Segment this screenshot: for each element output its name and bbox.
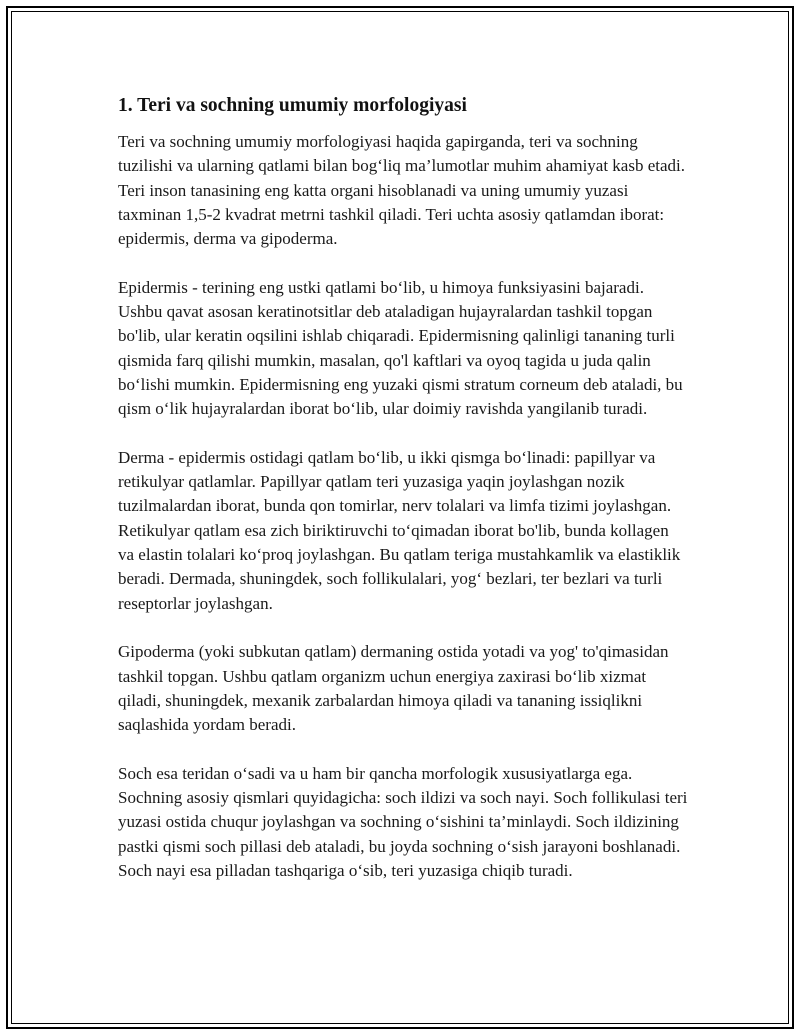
document-body <box>118 92 688 908</box>
paragraph-derma: Derma - epidermis ostidagi qatlam bo‘lib, u ikki qismga bo‘linadi: papillyar va retikulyar qatlamlar. Papillyar qatlam teri yuzasiga yaqin joylashgan nozik tuzilmalardan iborat, bunda qon tomirlar, nerv tolalari va limfa tizimi joylashgan. Retikulyar qatlam esa zich biriktiruvchi to‘qimadan iborat bo'lib, bunda kollagen va elastin tolalari ko‘proq joylashgan. Bu qatlam teriga mustahkamlik va elastiklik beradi. Dermada, shuningdek, soch follikulalari, yog‘ bezlari, ter bezlari va turli reseptorlar joylashgan. <box>118 447 681 613</box>
paragraph-gipoderma: Gipoderma (yoki subkutan qatlam) dermaning ostida yotadi va yog' to'qimasidan tashkil topgan. Ushbu qatlam organizm uchun energiya zaxirasi bo‘lib xizmat qiladi, shuningdek, mexanik zarbalardan himoya qiladi va tananing issiqlikni saqlashida yordam beradi. <box>118 642 669 735</box>
section-title: 1. Teri va sochning umumiy morfologiyasi <box>118 95 467 116</box>
paragraph-soch: Soch esa teridan o‘sadi va u ham bir qancha morfologik xususiyatlarga ega. Sochning asosiy qismlari quyidagicha: soch ildizi va soch nayi. Soch follikulasi teri yuzasi ostida chuqur joylashgan va sochning o‘sishini ta’minlaydi. Soch ildizining pastki qismi soch pillasi deb ataladi, bu joyda sochning o‘sish jarayoni boshlanadi. Soch nayi esa pilladan tashqariga o‘sib, teri yuzasiga chiqib turadi. <box>118 763 688 880</box>
paragraph-epidermis: Epidermis - terining eng ustki qatlami bo‘lib, u himoya funksiyasini bajaradi. Ushbu qavat asosan keratinotsitlar deb ataladigan hujayralardan tashkil topgan bo'lib, ular keratin oqsilini ishlab chiqaradi. Epidermisning qalinligi tananing turli qismida farq qilishi mumkin, masalan, qo'l kaftlari va oyoq tagida u juda qalin bo‘lishi mumkin. Epidermisning eng yuzaki qismi stratum corneum deb ataladi, bu qism o‘lik hujayralardan iborat bo‘lib, ular doimiy ravishda yangilanib turadi. <box>118 277 683 419</box>
paragraph-intro: Teri va sochning umumiy morfologiyasi haqida gapirganda, teri va sochning tuzilishi va ularning qatlami bilan bog‘liq ma’lumotlar muhim ahamiyat kasb etadi. Teri inson tanasining eng katta organi hisoblanadi va uning umumiy yuzasi taxminan 1,5-2 kvadrat metrni tashkil qiladi. Teri uchta asosiy qatlamdan iborat: epidermis, derma va gipoderma. <box>118 132 686 249</box>
